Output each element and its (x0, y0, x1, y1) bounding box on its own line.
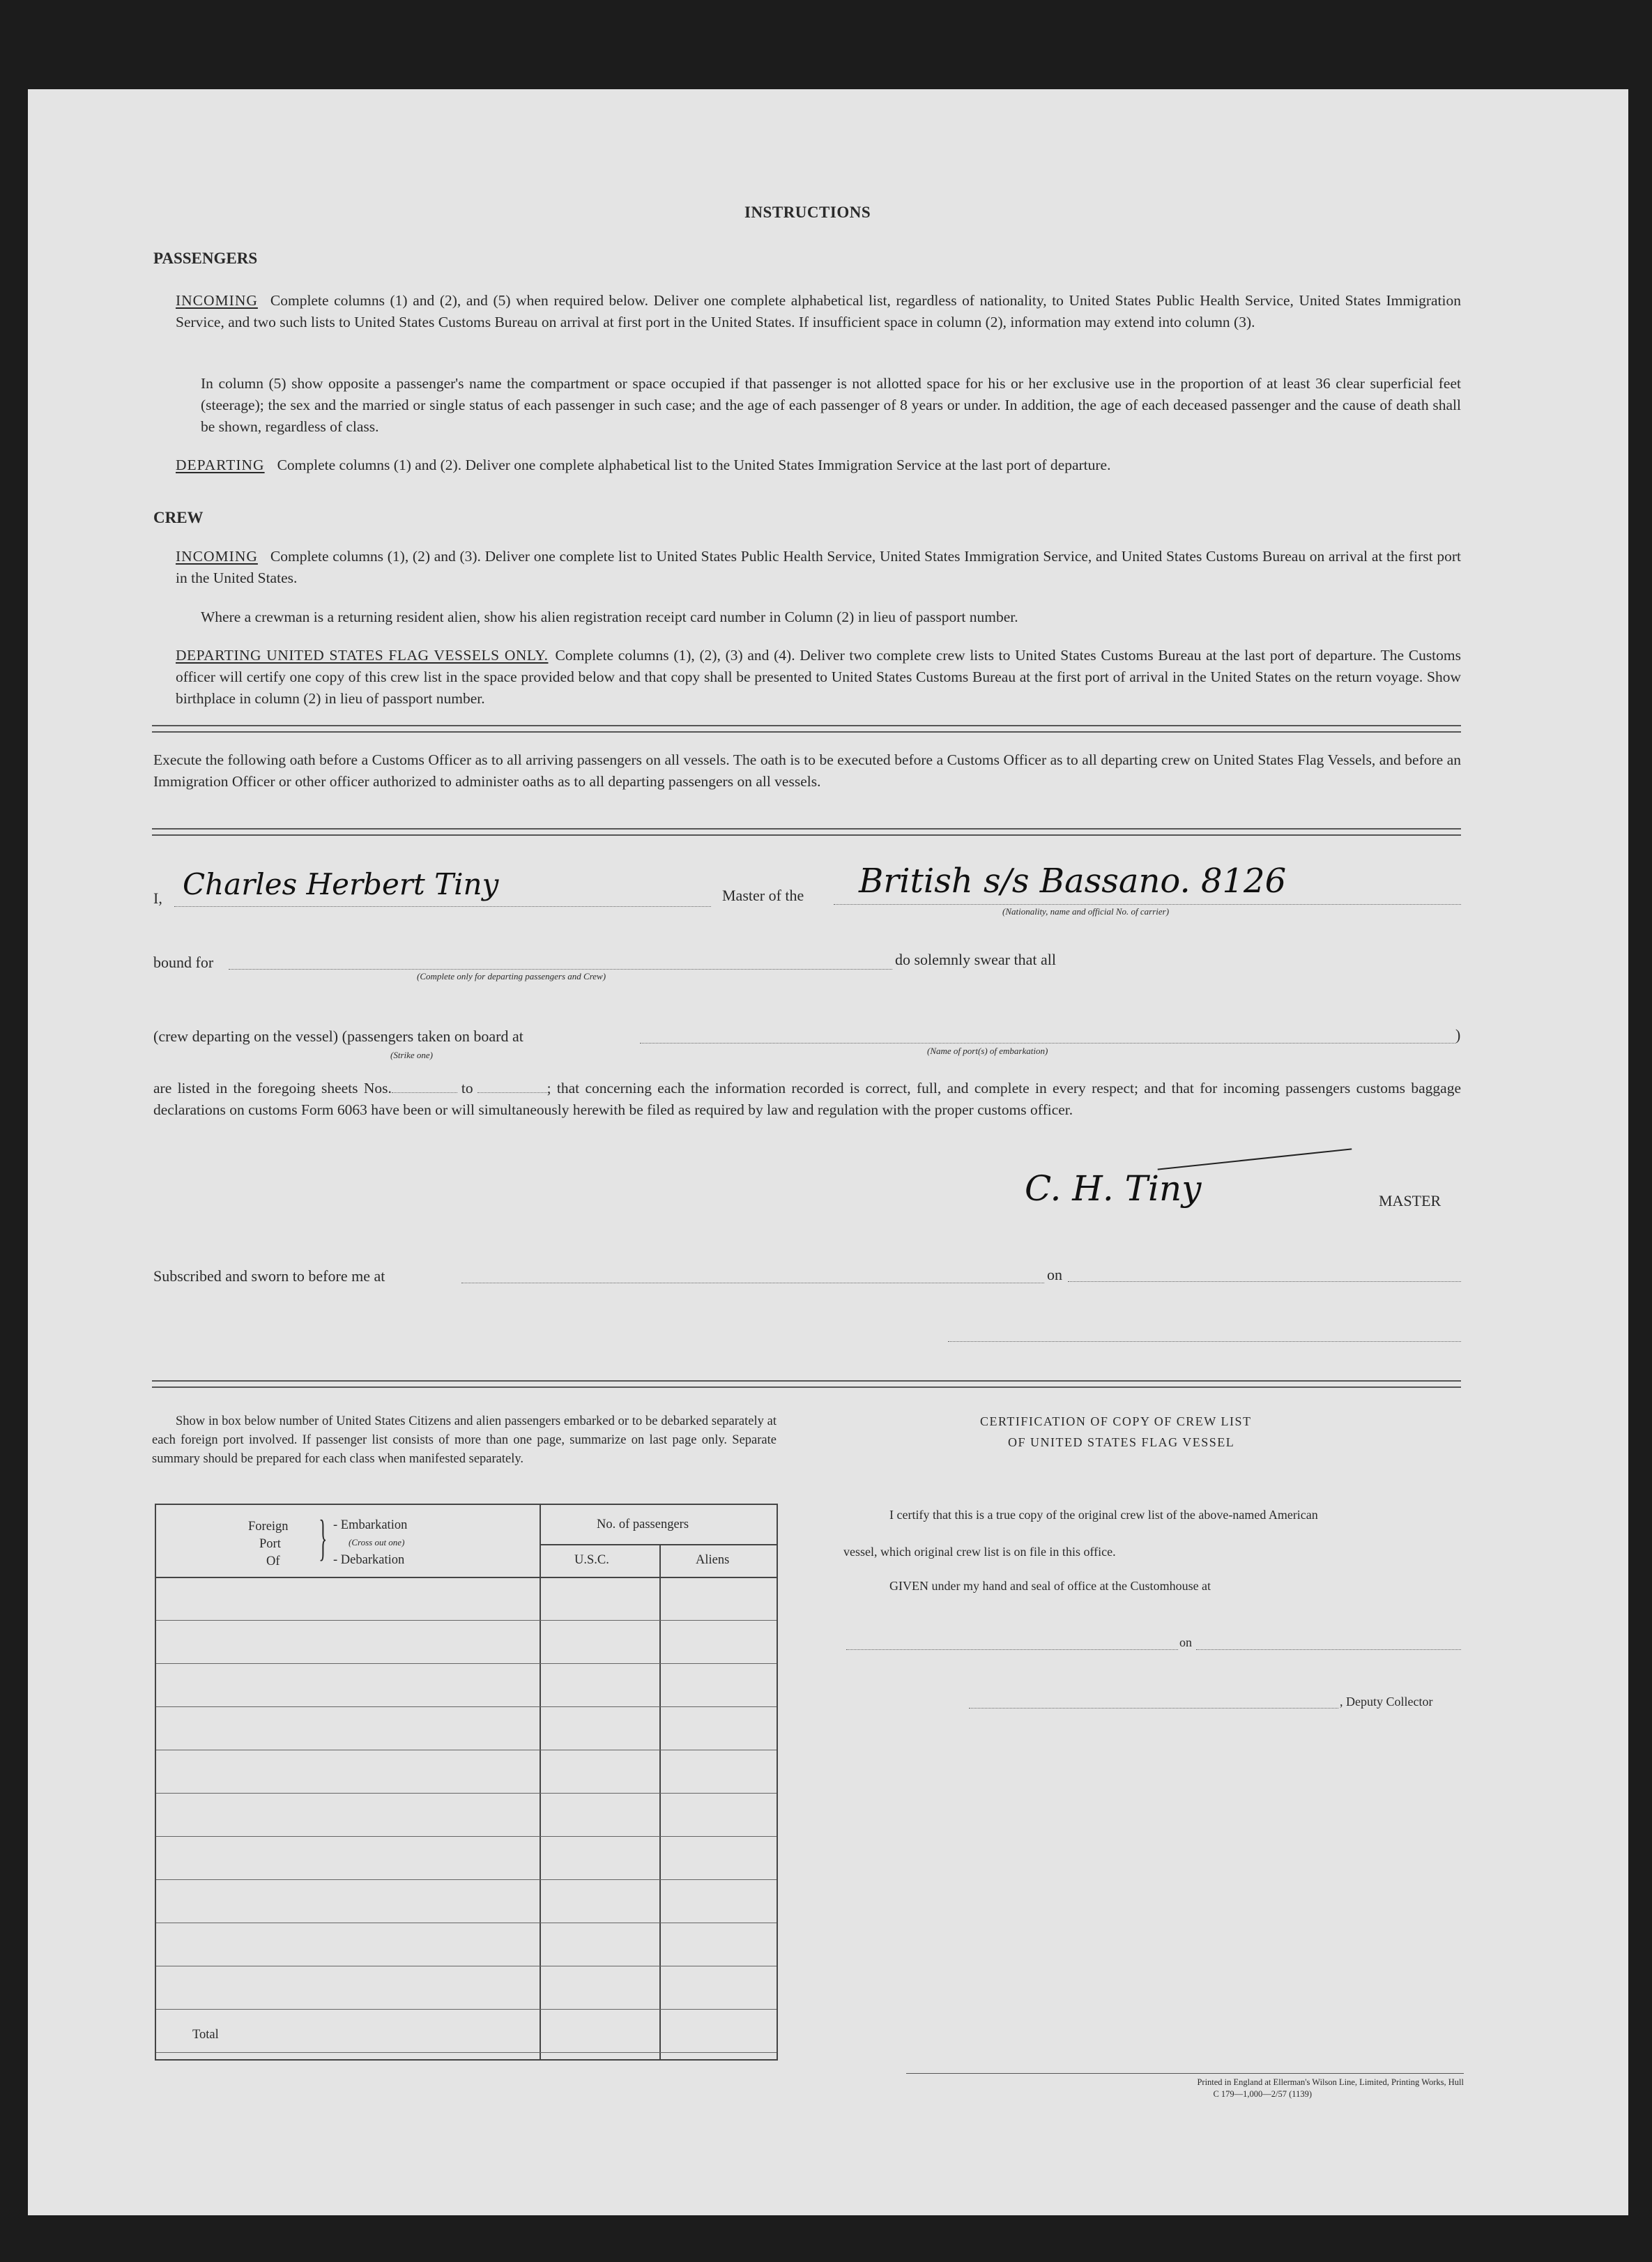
table-divider-usc (659, 1544, 661, 2060)
col-of: Of (266, 1554, 280, 1568)
master-name-line (174, 906, 711, 907)
deputy-signature-line (969, 1708, 1338, 1709)
officer-signature-line (948, 1341, 1461, 1342)
passengers-incoming-text: Complete columns (1) and (2), and (5) when required below. Deliver one complete alphabetical list, regardless of nationality, to United States Public Health Service, United States Immigration Service, and two such lists to United States Customs Bureau on arrival at first port in the United States. If insufficient space in column (2), information may extend into column (3). (176, 292, 1461, 330)
embarkation-port-line (640, 1043, 1455, 1044)
table-row-line (156, 1663, 777, 1664)
table-row-line (156, 1879, 777, 1880)
swear-label: do solemnly swear that all (895, 951, 1056, 968)
table-row-line (156, 1620, 777, 1621)
passengers-incoming-paragraph (176, 290, 1461, 333)
master-name-handwriting: Charles Herbert Tiny (183, 867, 499, 901)
crew-departing-label: DEPARTING UNITED STATES FLAG VESSELS ONLY. (176, 647, 549, 664)
passengers-departing-label: DEPARTING (176, 457, 265, 473)
subscribed-date-line (1068, 1281, 1461, 1282)
strike-one-caption: (Strike one) (390, 1050, 434, 1060)
master-label: MASTER (1379, 1192, 1441, 1209)
table-row-line (156, 1836, 777, 1837)
printer-footer (906, 2073, 1464, 2100)
certification-line-3: GIVEN under my hand and seal of office at the Customhouse at (889, 1579, 1211, 1593)
table-divider-port (540, 1504, 541, 2060)
customhouse-line (846, 1649, 1178, 1650)
aliens-header: Aliens (696, 1553, 730, 1567)
passenger-summary-table (155, 1504, 778, 2061)
no-of-passengers-header: No. of passengers (597, 1518, 689, 1531)
crew-incoming-label: INCOMING (176, 548, 258, 565)
table-row-line (156, 1706, 777, 1707)
subscribed-label: Subscribed and sworn to before me at (153, 1267, 385, 1285)
usc-header: U.S.C. (574, 1553, 609, 1567)
vessel-line (834, 904, 1461, 905)
footer-line-2: C 179—1,000—2/57 (1139) (1213, 2089, 1312, 2099)
debarkation-label: - Debarkation (333, 1553, 405, 1567)
crew-departing-text: Complete columns (1), (2), (3) and (4). Deliver two complete crew lists to United States Customs Bureau at the last port of departure. The Customs officer will certify one copy of this crew list in the space provided below and that copy shall be presented to United States Customs Bureau at the first port of arrival in the United States on the return voyage. Show birthplace in column (2) in lieu of passport number. (176, 647, 1461, 707)
table-row-line (156, 2009, 777, 2010)
col-foreign: Foreign (248, 1520, 289, 1534)
passengers-departing-text: Complete columns (1) and (2). Deliver one complete alphabetical list to the United States Immigration Service at the last port of departure. (277, 457, 1111, 473)
port-caption: (Name of port(s) of embarkation) (927, 1046, 1048, 1056)
passengers-incoming-label: INCOMING (176, 292, 258, 309)
footer-line-1: Printed in England at Ellerman's Wilson Line, Limited, Printing Works, Hull (1197, 2077, 1464, 2087)
brace-icon: } (319, 1510, 328, 1566)
certification-heading-1: CERTIFICATION OF COPY OF CREW LIST (980, 1414, 1252, 1428)
crew-heading: CREW (153, 509, 204, 526)
listed-text-1: are listed in the foregoing sheets Nos. (153, 1080, 392, 1096)
certification-date-line (1196, 1649, 1461, 1650)
total-label: Total (192, 2028, 219, 2042)
crew-departing-statement: (crew departing on the vessel) (passengers taken on board at (153, 1027, 523, 1045)
certification-line-1: I certify that this is a true copy of the original crew list of the above-named American (889, 1508, 1318, 1522)
master-of-label: Master of the (722, 887, 804, 904)
oath-intro: Execute the following oath before a Customs Officer as to all arriving passengers on all vessels. The oath is to be executed before a Customs Officer as to all departing crew on United States Flag Vessels, and before an Immigration Officer or other officer authorized to administer oaths as to all departing passengers on all vessels. (153, 751, 1461, 790)
table-passengers-subheader-line (541, 1544, 777, 1545)
passengers-column5-paragraph: In column (5) show opposite a passenger's name the compartment or space occupied if that passenger is not allotted space for his or her exclusive use in the proportion of at least 36 clear superficial feet (steerage); the sex and the married or single status of each passenger in such case; and the age of each passenger of 8 years or under. In addition, the age of each deceased passenger and the cause of death shall be shown, regardless of class. (201, 375, 1461, 435)
page-title: INSTRUCTIONS (744, 204, 871, 221)
bound-for-label: bound for (153, 954, 214, 971)
crew-departing-paragraph (176, 645, 1461, 710)
listed-text-2: ; that concerning each the information recorded is correct, full, and complete in every respect; and that for incoming passengers customs baggage declarations on customs Form 6063 have been or will simultaneously herewith be filed as required by law and regulation with the proper customs officer. (153, 1080, 1462, 1118)
crew-incoming-paragraph (176, 546, 1461, 589)
subscribed-on-label: on (1047, 1266, 1062, 1283)
cross-out-caption: (Cross out one) (349, 1537, 405, 1548)
sheet-from-field (392, 1092, 457, 1093)
passengers-heading: PASSENGERS (153, 250, 258, 267)
table-row-line (156, 2052, 777, 2053)
deputy-collector-label: , Deputy Collector (1340, 1695, 1433, 1709)
vessel-handwriting: British s/s Bassano. 8126 (859, 862, 1287, 901)
sheet-to-field (477, 1092, 547, 1093)
close-paren: ) (1455, 1026, 1461, 1044)
bound-for-caption: (Complete only for departing passengers and Crew) (417, 971, 606, 981)
embarkation-label: - Embarkation (333, 1518, 408, 1532)
listed-to: to (461, 1080, 473, 1096)
section-divider (152, 725, 1461, 733)
bound-for-line (229, 969, 892, 970)
crew-crewman-paragraph: Where a crewman is a returning resident alien, show his alien registration receipt card number in Column (2) in lieu of passport number. (201, 609, 1018, 625)
oath-i-label: I, (153, 889, 162, 907)
table-row-line (156, 1793, 777, 1794)
passengers-departing-paragraph (176, 454, 1461, 476)
master-signature: C. H. Tiny (1025, 1168, 1202, 1209)
oath-divider (152, 828, 1461, 836)
vessel-caption: (Nationality, name and official No. of carrier) (1002, 906, 1170, 917)
listed-paragraph (153, 1078, 1461, 1121)
certification-line-2: vessel, which original crew list is on file in this office. (843, 1545, 1116, 1559)
certification-heading-2: OF UNITED STATES FLAG VESSEL (1008, 1435, 1235, 1449)
summary-instructions: Show in box below number of United States Citizens and alien passengers embarked or to be debarked separately at each foreign port involved. If passenger list consists of more than one page, summarize on last page only. Separate summary should be prepared for each class when manifested separately. (152, 1414, 777, 1466)
table-header-line (156, 1577, 777, 1578)
crew-incoming-text: Complete columns (1), (2) and (3). Deliver one complete list to United States Public Health Service, United States Immigration Service, and United States Customs Bureau on arrival at the first port in the United States. (176, 548, 1461, 586)
col-port: Port (259, 1537, 281, 1551)
summary-divider (152, 1380, 1461, 1388)
certification-on-label: on (1179, 1635, 1192, 1649)
